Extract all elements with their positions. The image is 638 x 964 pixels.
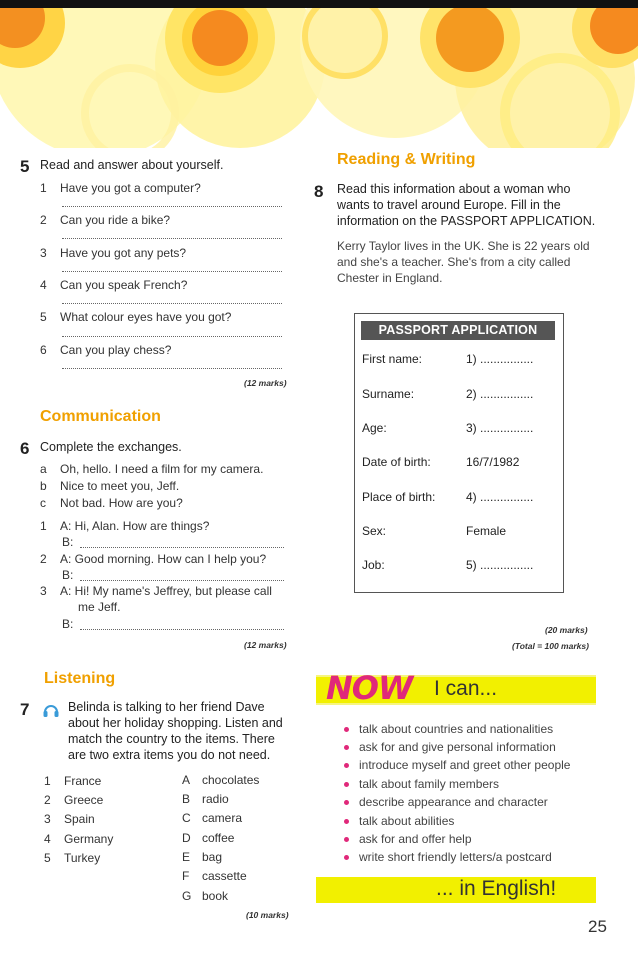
shopping-item: C camera: [182, 811, 243, 825]
now-logo: NOW: [326, 669, 413, 707]
passport-header: PASSPORT APPLICATION: [361, 321, 555, 340]
answer-field[interactable]: 1) ................: [466, 352, 534, 366]
section8-marks: (20 marks): [545, 625, 588, 635]
question-number-8: 8: [314, 182, 324, 201]
answer-line[interactable]: [62, 270, 282, 272]
list-item: 1 Have you got a computer?: [40, 181, 201, 195]
total-marks: (Total = 100 marks): [512, 641, 589, 651]
list-item: 3 Have you got any pets?: [40, 246, 187, 260]
listening-instruction-line: about her holiday shopping. Listen and: [68, 716, 283, 730]
option-c: c Not bad. How are you?: [40, 496, 183, 510]
bullet-icon: [344, 819, 349, 824]
bullet-icon: [344, 782, 349, 787]
answer-line[interactable]: [80, 628, 284, 630]
shopping-item: F cassette: [182, 869, 247, 883]
can-do-item: talk about countries and nationalities: [344, 722, 553, 736]
shopping-item: B radio: [182, 792, 229, 806]
section6-marks: (12 marks): [244, 640, 287, 650]
reading-paragraph-line: and she's a teacher. She's from a city called: [337, 255, 571, 269]
option-a: a Oh, hello. I need a film for my camera.: [40, 462, 264, 476]
reading-paragraph-line: Kerry Taylor lives in the UK. She is 22 years old: [337, 239, 590, 253]
shopping-item: D coffee: [182, 831, 235, 845]
can-do-item: ask for and give personal information: [344, 740, 556, 754]
exchange-2-b-label: B:: [62, 568, 74, 582]
can-do-item: introduce myself and greet other people: [344, 758, 570, 772]
exchange-3: 3 A: Hi! My name's Jeffrey, but please call: [40, 584, 272, 598]
country-item: 1 France: [44, 774, 102, 788]
bullet-icon: [344, 727, 349, 732]
reading-instruction-line: information on the PASSPORT APPLICATION.: [337, 214, 596, 228]
list-item: 4 Can you speak French?: [40, 278, 188, 292]
exchange-3-continued: me Jeff.: [78, 600, 121, 614]
exchange-3-b-label: B:: [62, 617, 74, 631]
question-number-7: 7: [20, 700, 30, 719]
reading-paragraph-line: Chester in England.: [337, 271, 443, 285]
can-do-item: ask for and offer help: [344, 832, 472, 846]
page-number: 25: [588, 917, 607, 936]
answer-line[interactable]: [80, 546, 284, 548]
listening-instruction-line: match the country to the items. There: [68, 732, 275, 746]
answer-line[interactable]: [62, 335, 282, 337]
list-item: 5 What colour eyes have you got?: [40, 310, 232, 324]
country-item: 3 Spain: [44, 812, 95, 826]
option-b: b Nice to meet you, Jeff.: [40, 479, 180, 493]
answer-line[interactable]: [62, 205, 282, 207]
bullet-icon: [344, 855, 349, 860]
answer-field[interactable]: 3) ................: [466, 421, 534, 435]
can-do-item: write short friendly letters/a postcard: [344, 850, 552, 864]
answer-field[interactable]: 2) ................: [466, 387, 534, 401]
shopping-item: E bag: [182, 850, 223, 864]
answer-line[interactable]: [62, 237, 282, 239]
decorative-banner: [0, 8, 638, 148]
bullet-icon: [344, 837, 349, 842]
can-do-item: talk about family members: [344, 777, 499, 791]
question-number-6: 6: [20, 439, 30, 458]
exchange-1-b-label: B:: [62, 535, 74, 549]
answer-field[interactable]: 5) ................: [466, 558, 534, 572]
in-english-banner: [316, 875, 596, 905]
can-do-item: talk about abilities: [344, 814, 454, 828]
reading-writing-title: Reading & Writing: [337, 151, 476, 168]
communication-title: Communication: [40, 408, 161, 425]
answer-field[interactable]: 4) ................: [466, 490, 534, 504]
bullet-icon: [344, 800, 349, 805]
section5-marks: (12 marks): [244, 378, 287, 388]
answer-line[interactable]: [62, 367, 282, 369]
country-item: 5 Turkey: [44, 851, 101, 865]
can-do-item: describe appearance and character: [344, 795, 548, 809]
bullet-icon: [344, 745, 349, 750]
list-item: 2 Can you ride a bike?: [40, 213, 171, 227]
answer-line[interactable]: [80, 579, 284, 581]
headphones-icon: [41, 700, 61, 720]
bullet-icon: [344, 763, 349, 768]
in-english-text: ... in English!: [436, 877, 557, 900]
country-item: 4 Germany: [44, 832, 114, 846]
shopping-item: G book: [182, 889, 229, 903]
list-item: 6 Can you play chess?: [40, 343, 172, 357]
reading-instruction-line: wants to travel around Europe. Fill in the: [337, 198, 561, 212]
circles-decoration: [0, 8, 638, 148]
exchange-1: 1 A: Hi, Alan. How are things?: [40, 519, 210, 533]
section7-marks: (10 marks): [246, 910, 289, 920]
listening-instruction-line: Belinda is talking to her friend Dave: [68, 700, 265, 714]
reading-instruction-line: Read this information about a woman who: [337, 182, 571, 196]
top-bar: [0, 0, 638, 8]
passport-application-form: PASSPORT APPLICATION First name: 1) ................ Surname: 2) ................ Age: 3) ................ Date of birth: 16/7/1982 Place of birth: 4) ................ Sex: Female Job: 5) ................: [354, 313, 564, 593]
section5-instruction: Read and answer about yourself.: [40, 158, 224, 172]
section6-instruction: Complete the exchanges.: [40, 440, 182, 454]
shopping-item: A chocolates: [182, 773, 260, 787]
answer-line[interactable]: [62, 302, 282, 304]
listening-instruction-line: are two extra items you do not need.: [68, 748, 271, 762]
now-banner: [316, 671, 596, 707]
now-heading: I can...: [434, 677, 498, 700]
question-number-5: 5: [20, 157, 30, 176]
listening-title: Listening: [44, 670, 116, 687]
country-item: 2 Greece: [44, 793, 104, 807]
exchange-2: 2 A: Good morning. How can I help you?: [40, 552, 267, 566]
